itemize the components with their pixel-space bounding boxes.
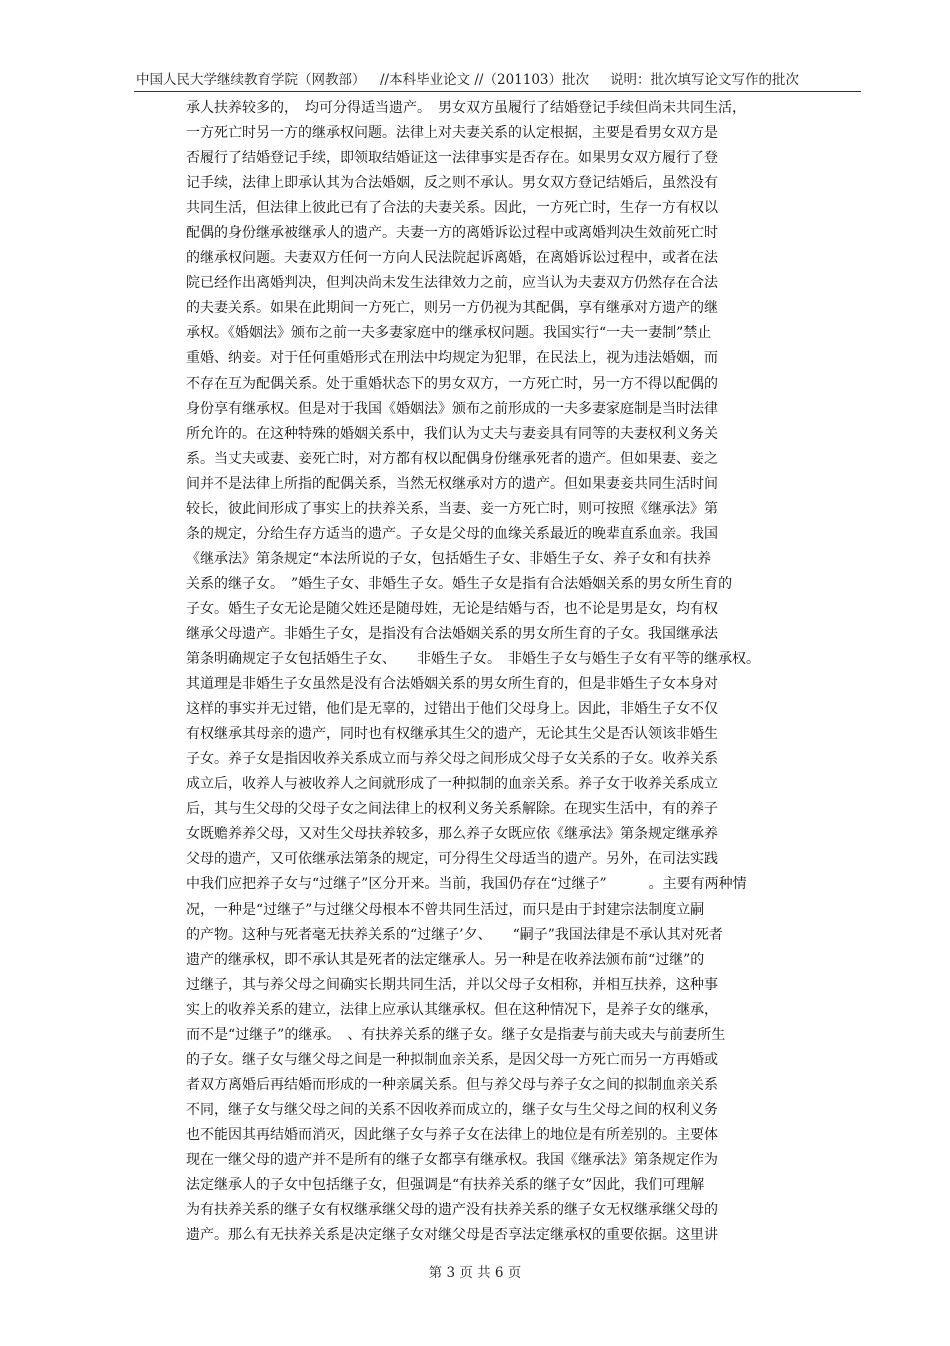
body-line: 有权继承其母亲的遗产，同时也有权继承其生父的遗产，无论其生父是否认领该非婚生 bbox=[186, 726, 718, 743]
body-line: 继承父母遗产。非婚生子女，是指没有合法婚姻关系的男女所生育的子女。我国继承法 bbox=[186, 625, 718, 642]
body-line: 配偶的身份继承被继承人的遗产。夫妻一方的离婚诉讼过程中或离婚判决生效前死亡时 bbox=[186, 225, 718, 242]
body-line: 的产物。这种与死者毫无扶养关系的“过继子’夕、 “嗣子”我国法律是不承认其对死者 bbox=[186, 926, 723, 943]
page-header bbox=[136, 68, 860, 90]
body-line: 况，一种是“过继子”与过继父母根本不曾共同生活过，而只是由于封建宗法制度立嗣 bbox=[186, 901, 705, 918]
body-line: 子女。养子女是指因收养关系成立而与养父母之间形成父母子女关系的子女。收养关系 bbox=[186, 751, 718, 768]
body-line: 不存在互为配偶关系。处于重婚状态下的男女双方，一方死亡时，另一方不得以配偶的 bbox=[186, 375, 718, 392]
body-line: 现在一继父母的遗产并不是所有的继子女都享有继承权。我国《继承法》第条规定作为 bbox=[186, 1151, 718, 1168]
body-line: 所允许的。在这种特殊的婚姻关系中，我们认为丈夫与妻妾具有同等的夫妻权利义务关 bbox=[186, 425, 718, 442]
body-line: 重婚、纳妾。对于任何重婚形式在刑法中均规定为犯罪，在民法上，视为违法婚姻，而 bbox=[186, 350, 718, 367]
body-line: 记手续，法律上即承认其为合法婚姻，反之则不承认。男女双方登记结婚后，虽然没有 bbox=[186, 175, 718, 192]
body-line: 者双方离婚后再结婚而形成的一种亲属关系。但与养父母与养子女之间的拟制血亲关系 bbox=[186, 1076, 718, 1093]
body-line: 否履行了结婚登记手续，即领取结婚证这一法律事实是否存在。如果男女双方履行了登 bbox=[186, 150, 718, 167]
body-line: 实上的收养关系的建立，法律上应承认其继承权。但在这种情况下，是养子女的继承， bbox=[186, 1001, 718, 1018]
body-line: 承人扶养较多的， 均可分得适当遗产。 男女双方虽履行了结婚登记手续但尚未共同生活， bbox=[186, 100, 746, 116]
body-line: 父母的遗产，又可依继承法第条的规定，可分得生父母适当的遗产。另外，在司法实践 bbox=[186, 851, 718, 868]
header-school: 中国人民大学继续教育学院（网教部） bbox=[136, 72, 366, 88]
body-line: 成立后，收养人与被收养人之间就形成了一种拟制的血亲关系。养子女于收养关系成立 bbox=[186, 776, 718, 793]
body-line: 一方死亡时另一方的继承权问题。法律上对夫妻关系的认定根据，主要是看男女双方是 bbox=[186, 125, 718, 142]
page-footer: 第 3 页 共 6 页 bbox=[428, 1265, 522, 1281]
body-line: 这样的事实并无过错，他们是无辜的，过错出于他们父母身上。因此，非婚生子女不仅 bbox=[186, 701, 718, 718]
body-line: 后，其与生父母的父母子女之间法律上的权利义务关系解除。在现实生活中，有的养子 bbox=[186, 801, 718, 818]
body-line: 的继承权问题。夫妻双方任何一方向人民法院起诉离婚，在离婚诉讼过程中，或者在法 bbox=[186, 250, 718, 267]
body-line: 院已经作出离婚判决，但判决尚未发生法律效力之前，应当认为夫妻双方仍然存在合法 bbox=[186, 275, 718, 292]
body-line: 遗产。那么有无扶养关系是决定继子女对继父母是否享法定继承权的重要依据。这里讲 bbox=[186, 1227, 718, 1244]
header-thesis-type: //本科毕业论文 //（201103）批次 bbox=[380, 72, 590, 88]
body-line: 条的规定，分给生存方适当的遗产。子女是父母的血缘关系最近的晚辈直系血亲。我国 bbox=[186, 525, 718, 542]
body-line: 也不能因其再结婚而消灭，因此继子女与养子女在法律上的地位是有所差别的。主要体 bbox=[186, 1126, 718, 1143]
body-line: 中我们应把养子女与“过继子”区分开来。当前，我国仍存在“过继子” 。主要有两种情 bbox=[186, 876, 747, 893]
body-line: 为有扶养关系的继子女有权继承继父母的遗产没有扶养关系的继子女无权继承继父母的 bbox=[186, 1202, 718, 1219]
body-line: 身份享有继承权。但是对于我国《婚姻法》颁布之前形成的一夫多妻家庭制是当时法律 bbox=[186, 400, 718, 417]
body-line: 关系的继子女。 ”婚生子女、非婚生子女。婚生子女是指有合法婚姻关系的男女所生育的 bbox=[186, 575, 733, 592]
body-line: 遗产的继承权，即不承认其是死者的法定继承人。另一种是在收养法颁布前“过继”的 bbox=[186, 951, 705, 968]
header-divider bbox=[134, 91, 861, 92]
body-line: 的子女。继子女与继父母之间是一种拟制血亲关系，是因父母一方死亡而另一方再婚或 bbox=[186, 1051, 718, 1068]
body-line: 过继子，其与养父母之间确实长期共同生活，并以父母子女相称，并相互扶养，这种事 bbox=[186, 976, 718, 993]
body-line: 间并不是法律上所指的配偶关系，当然无权继承对方的遗产。但如果妻妾共同生活时间 bbox=[186, 475, 718, 492]
body-line: 法定继承人的子女中包括继子女，但强调是“有扶养关系的继子女”因此，我们可理解 bbox=[186, 1177, 705, 1194]
body-line: 较长，彼此间形成了事实上的扶养关系，当妻、妾一方死亡时，则可按照《继承法》第 bbox=[186, 500, 718, 517]
body-line: 而不是“过继子”的继承。 、有扶养关系的继子女。继子女是指妻与前夫或夫与前妻所生 bbox=[186, 1026, 726, 1043]
body-line: 系。当丈夫或妻、妾死亡时，对方都有权以配偶身份继承死者的遗产。但如果妻、妾之 bbox=[186, 450, 718, 467]
body-line: 《继承法》第条规定“本法所说的子女，包括婚生子女、非婚生子女、养子女和有扶养 bbox=[186, 550, 712, 567]
body-line: 承权。《婚姻法》颁布之前一夫多妻家庭中的继承权问题。我国实行“一夫一妻制”禁止 bbox=[186, 325, 712, 342]
body-line: 共同生活，但法律上彼此已有了合法的夫妻关系。因此，一方死亡时，生存一方有权以 bbox=[186, 200, 718, 217]
body-line: 不同，继子女与继父母之间的关系不因收养而成立的，继子女与生父母之间的权利义务 bbox=[186, 1101, 718, 1118]
body-line: 第条明确规定子女包括婚生子女、 非婚生子女。 非婚生子女与婚生子女有平等的继承权。 bbox=[186, 651, 760, 668]
body-line: 其道理是非婚生子女虽然是没有合法婚姻关系的男女所生育的，但是非婚生子女本身对 bbox=[186, 676, 718, 693]
body-line: 女既赡养养父母，又对生父母扶养较多，那么养子女既应依《继承法》第条规定继承养 bbox=[186, 826, 718, 843]
body-text bbox=[186, 96, 826, 1248]
header-note: 说明：批次填写论文写作的批次 bbox=[610, 72, 799, 88]
body-line: 子女。婚生子女无论是随父姓还是随母姓，无论是结婚与否，也不论是男是女，均有权 bbox=[186, 600, 718, 617]
body-line: 的夫妻关系。如果在此期间一方死亡，则另一方仍视为其配偶，享有继承对方遗产的继 bbox=[186, 300, 718, 317]
